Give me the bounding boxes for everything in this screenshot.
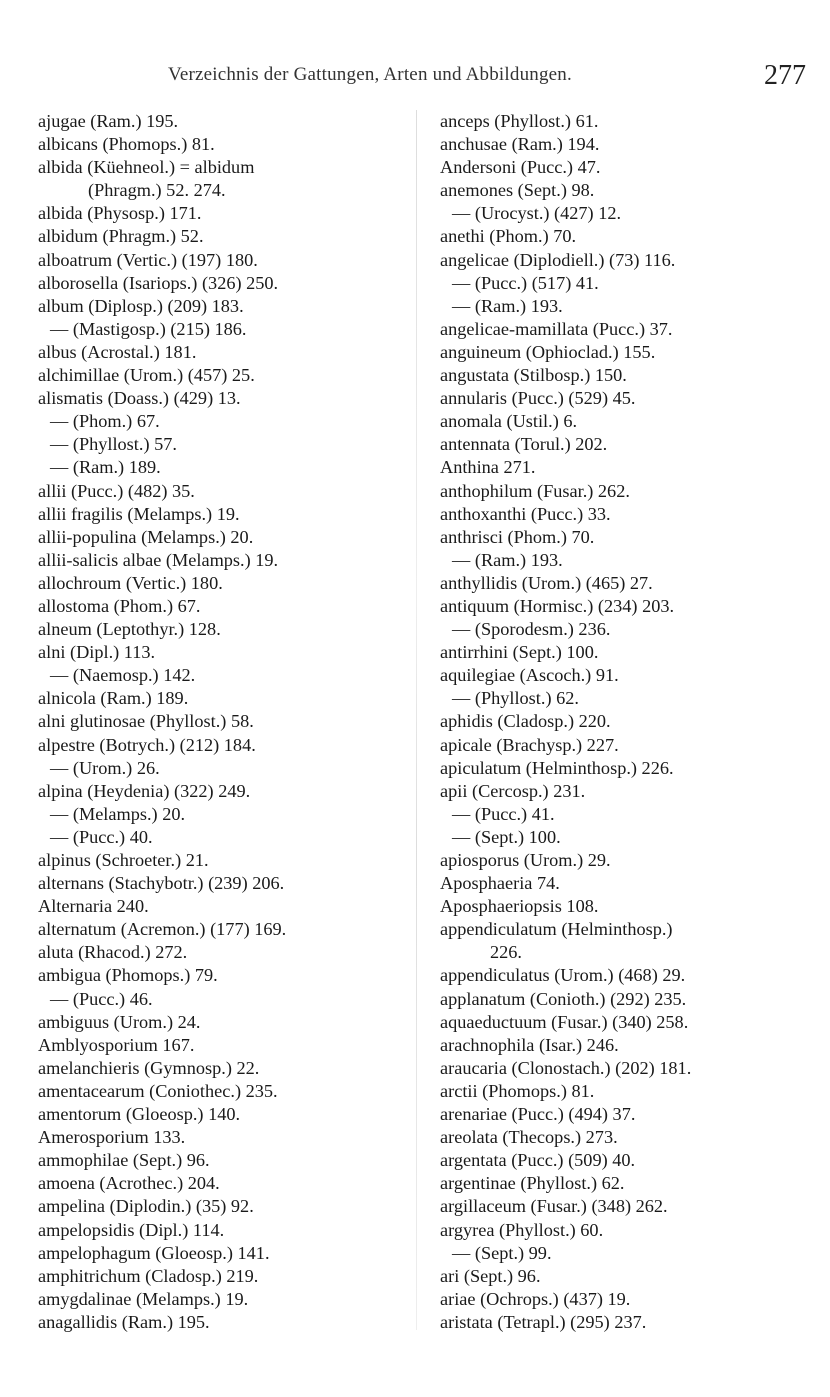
index-entry: ampelopsidis (Dipl.) 114. [38, 1219, 225, 1240]
index-entry: (Phragm.) 52. 274. [88, 180, 226, 201]
index-entry: apii (Cercosp.) 231. [440, 780, 586, 801]
index-entry: alchimillae (Urom.) (457) 25. [38, 365, 255, 386]
index-column-right [440, 110, 815, 1334]
index-entry: alni (Dipl.) 113. [38, 642, 156, 663]
index-entry: argyrea (Phyllost.) 60. [440, 1219, 604, 1240]
index-entry: albidum (Phragm.) 52. [38, 226, 204, 247]
index-entry: alnicola (Ram.) 189. [38, 688, 189, 709]
index-entry: alborosella (Isariops.) (326) 250. [38, 272, 279, 293]
index-entry: ambigua (Phomops.) 79. [38, 965, 218, 986]
index-entry: anthoxanthi (Pucc.) 33. [440, 503, 611, 524]
index-entry: apiosporus (Urom.) 29. [440, 850, 611, 870]
index-entry: allii-salicis albae (Melamps.) 19. [38, 549, 279, 570]
index-entry: 226. [490, 942, 522, 963]
index-entry: ari (Sept.) 96. [440, 1265, 541, 1286]
index-entry: alismatis (Doass.) (429) 13. [38, 388, 241, 409]
index-entry: — (Mastigosp.) (215) 186. [50, 318, 247, 339]
index-entry: allii fragilis (Melamps.) 19. [38, 503, 240, 524]
index-entry: amygdalinae (Melamps.) 19. [38, 1288, 249, 1309]
index-entry: Amblyosporium 167. [38, 1034, 195, 1055]
index-entry: aristata (Tetrapl.) (295) 237. [440, 1311, 647, 1332]
index-entry: ampelophagum (Gloeosp.) 141. [38, 1242, 270, 1263]
index-entry: album (Diplosp.) (209) 183. [38, 295, 244, 316]
index-entry: antiquum (Hormisc.) (234) 203. [440, 595, 675, 616]
page-number: 277 [764, 60, 806, 91]
index-entry: aphidis (Cladosp.) 220. [440, 711, 611, 732]
index-entry: annularis (Pucc.) (529) 45. [440, 388, 636, 409]
index-entry: albicans (Phomops.) 81. [38, 134, 215, 155]
index-entry: alpinus (Schroeter.) 21. [38, 850, 209, 870]
index-entry: allii-populina (Melamps.) 20. [38, 526, 254, 547]
index-entry: Alternaria 240. [38, 896, 149, 917]
index-entry: apiculatum (Helminthosp.) 226. [440, 757, 674, 778]
index-entry: Andersoni (Pucc.) 47. [440, 157, 601, 178]
index-entry: amelanchieris (Gymnosp.) 22. [38, 1057, 260, 1078]
index-entry: — (Sept.) 100. [452, 826, 561, 847]
index-entry: — (Sporodesm.) 236. [452, 619, 611, 640]
index-entry: amentorum (Gloeosp.) 140. [38, 1104, 241, 1125]
index-entry: alternans (Stachybotr.) (239) 206. [38, 873, 285, 894]
index-entry: Aposphaeria 74. [440, 873, 560, 894]
index-entry: arenariae (Pucc.) (494) 37. [440, 1104, 636, 1125]
index-entry: — (Ram.) 189. [50, 457, 161, 478]
index-entry: anemones (Sept.) 98. [440, 180, 595, 201]
index-entry: argentinae (Phyllost.) 62. [440, 1173, 625, 1194]
index-entry: angelicae (Diplodiell.) (73) 116. [440, 249, 676, 270]
index-entry: Amerosporium 133. [38, 1127, 186, 1148]
index-entry: argillaceum (Fusar.) (348) 262. [440, 1196, 668, 1217]
index-entry: — (Phom.) 67. [50, 411, 160, 432]
index-entry: areolata (Thecops.) 273. [440, 1127, 618, 1148]
index-entry: — (Naemosp.) 142. [50, 665, 196, 686]
index-entry: Anthina 271. [440, 457, 536, 478]
index-entry: angustata (Stilbosp.) 150. [440, 365, 627, 386]
index-entry: anceps (Phyllost.) 61. [440, 111, 599, 131]
running-header [160, 60, 806, 94]
index-entry: — (Pucc.) (517) 41. [452, 272, 599, 293]
index-entry: — (Urocyst.) (427) 12. [452, 203, 622, 224]
index-column-left [38, 110, 418, 1334]
index-entry: argentata (Pucc.) (509) 40. [440, 1150, 636, 1171]
index-entry: appendiculatus (Urom.) (468) 29. [440, 965, 686, 986]
index-entry: — (Melamps.) 20. [50, 803, 186, 824]
index-entry: anethi (Phom.) 70. [440, 226, 577, 247]
index-entry: albus (Acrostal.) 181. [38, 341, 197, 362]
index-entry: alboatrum (Vertic.) (197) 180. [38, 249, 258, 270]
index-entry: — (Ram.) 193. [452, 295, 563, 316]
index-entry: anomala (Ustil.) 6. [440, 411, 578, 432]
index-entry: alternatum (Acremon.) (177) 169. [38, 919, 287, 940]
index-entry: allochroum (Vertic.) 180. [38, 572, 223, 593]
index-entry: amoena (Acrothec.) 204. [38, 1173, 220, 1194]
index-entry: alpestre (Botrych.) (212) 184. [38, 734, 256, 755]
index-entry: araucaria (Clonostach.) (202) 181. [440, 1057, 692, 1078]
index-entry: arachnophila (Isar.) 246. [440, 1034, 619, 1055]
index-entry: anthophilum (Fusar.) 262. [440, 480, 630, 501]
index-entry: antennata (Torul.) 202. [440, 434, 608, 455]
index-entry: anthyllidis (Urom.) (465) 27. [440, 572, 653, 593]
index-entry: — (Phyllost.) 62. [452, 688, 579, 709]
index-entry: albida (Küehneol.) = albidum [38, 157, 255, 178]
index-entry: anguineum (Ophioclad.) 155. [440, 341, 656, 362]
index-entry: amphitrichum (Cladosp.) 219. [38, 1265, 259, 1286]
index-entry: ampelina (Diplodin.) (35) 92. [38, 1196, 254, 1217]
index-entry: arctii (Phomops.) 81. [440, 1080, 595, 1101]
index-entry: anthrisci (Phom.) 70. [440, 526, 595, 547]
index-entry: apicale (Brachysp.) 227. [440, 734, 619, 755]
index-entry: aquaeductuum (Fusar.) (340) 258. [440, 1011, 689, 1032]
header-title: Verzeichnis der Gattungen, Arten und Abbildungen. [168, 64, 572, 85]
index-entry: angelicae-mamillata (Pucc.) 37. [440, 318, 673, 339]
index-entry: amentacearum (Coniothec.) 235. [38, 1080, 278, 1101]
index-entry: allostoma (Phom.) 67. [38, 595, 201, 616]
index-entry: — (Urom.) 26. [50, 757, 160, 778]
index-entry: — (Pucc.) 40. [50, 826, 153, 847]
index-entry: appendiculatum (Helminthosp.) [440, 919, 673, 940]
index-entry: ariae (Ochrops.) (437) 19. [440, 1288, 631, 1309]
index-entry: Aposphaeriopsis 108. [440, 896, 599, 917]
index-entry: — (Pucc.) 41. [452, 803, 555, 824]
index-entry: albida (Physosp.) 171. [38, 203, 202, 224]
index-entry: aluta (Rhacod.) 272. [38, 942, 188, 963]
index-entry: alpina (Heydenia) (322) 249. [38, 780, 251, 801]
index-entry: aquilegiae (Ascoch.) 91. [440, 665, 619, 686]
index-entry: — (Sept.) 99. [452, 1242, 552, 1263]
index-entry: alneum (Leptothyr.) 128. [38, 619, 221, 640]
index-entry: allii (Pucc.) (482) 35. [38, 480, 195, 501]
index-entry: ajugae (Ram.) 195. [38, 111, 179, 131]
index-entry: applanatum (Conioth.) (292) 235. [440, 988, 687, 1009]
index-entry: ammophilae (Sept.) 96. [38, 1150, 210, 1171]
index-entry: anchusae (Ram.) 194. [440, 134, 600, 155]
index-entry: — (Pucc.) 46. [50, 988, 153, 1009]
index-entry: — (Ram.) 193. [452, 549, 563, 570]
column-divider [416, 110, 417, 1330]
index-entry: antirrhini (Sept.) 100. [440, 642, 599, 663]
index-entry: alni glutinosae (Phyllost.) 58. [38, 711, 254, 732]
index-entry: — (Phyllost.) 57. [50, 434, 177, 455]
index-entry: ambiguus (Urom.) 24. [38, 1011, 201, 1032]
index-entry: anagallidis (Ram.) 195. [38, 1311, 210, 1332]
